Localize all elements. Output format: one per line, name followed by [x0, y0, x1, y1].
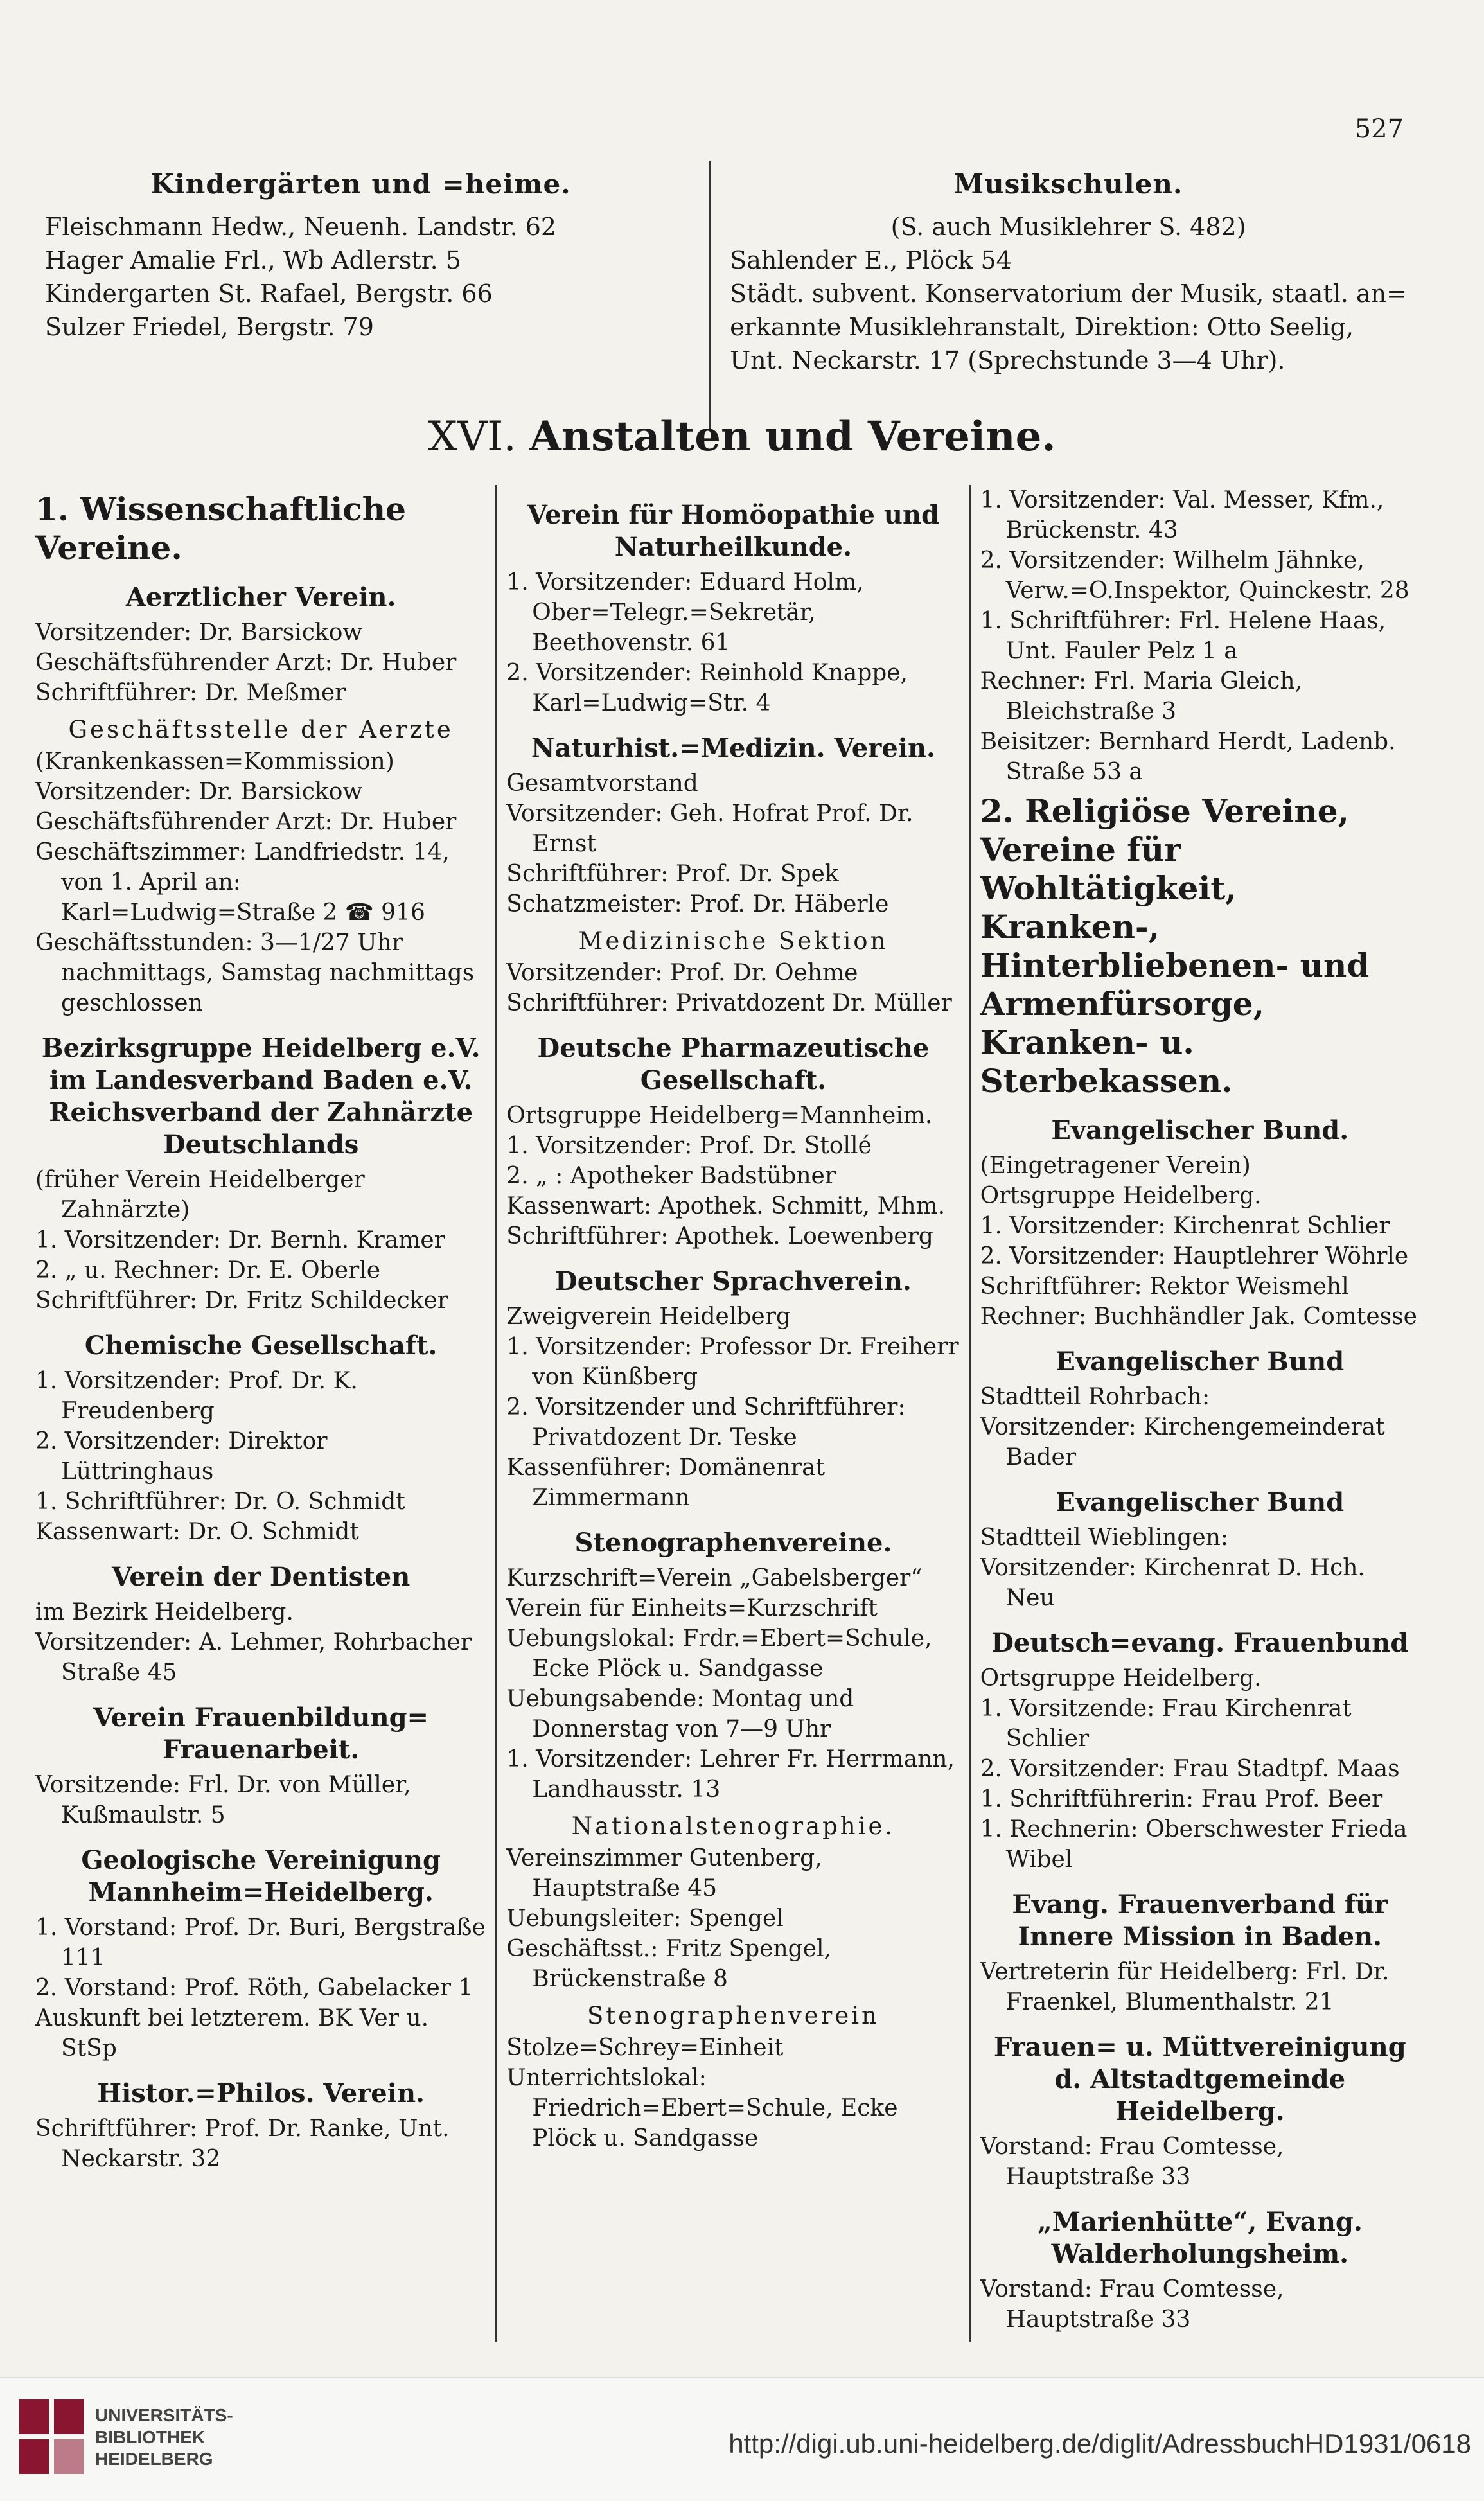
block-heading: Chemische Gesellschaft.	[84, 1330, 437, 1361]
entry-line: 1. Vorsitzender: Lehrer Fr. Herrmann, Landhausstr. 13	[506, 1746, 955, 1803]
entry-line: Ortsgruppe Heidelberg=Mannheim.	[506, 1102, 933, 1129]
block-heading: Histor.=Philos. Verein.	[97, 2078, 425, 2108]
entry-line: 2. „ : Apotheker Badstübner	[506, 1163, 836, 1189]
block-heading: Verein der Dentisten	[111, 1562, 411, 1592]
block-subheading: Nationalstenographie.	[571, 1812, 896, 1840]
entry-line: Kassenführer: Domänenrat Zimmermann	[506, 1454, 826, 1511]
section-heading: 2. Religiöse Vereine, Vereine für Wohltätigkeit, Kranken-, Hinterbliebenen- und Armenfürsorge, Kranken- u. Sterbekassen.	[980, 792, 1370, 1100]
entry-line: Vorsitzende: Frl. Dr. von Müller, Kußmaulstr. 5	[35, 1772, 411, 1828]
logo-text: UNIVERSITÄTS- BIBLIOTHEK HEIDELBERG	[95, 2405, 233, 2469]
entry-line: Schriftführer: Privatdozent Dr. Müller	[506, 990, 952, 1016]
text-line: Kindergarten St. Rafael, Bergstr. 66	[45, 279, 493, 308]
text-line: (S. auch Musiklehrer S. 482)	[890, 213, 1246, 241]
entry-line: Kurzschrift=Verein „Gabelsberger“	[506, 1565, 923, 1591]
entry-line: Vorsitzender: Geh. Hofrat Prof. Dr. Ernst	[506, 800, 914, 857]
entry-line: Unterrichtslokal: Friedrich=Ebert=Schule, Ecke Plöck u. Sandgasse	[506, 2065, 898, 2152]
entry-line: 1. Vorsitzende: Frau Kirchenrat Schlier	[980, 1695, 1352, 1752]
entry-line: 1. Schriftführer: Dr. O. Schmidt	[35, 1489, 405, 1515]
entry-line: Kassenwart: Dr. O. Schmidt	[35, 1519, 359, 1545]
entry-line: Zweigverein Heidelberg	[506, 1304, 791, 1330]
entry-line: Beisitzer: Bernhard Herdt, Ladenb. Straße 53 a	[980, 729, 1396, 785]
text-line: Hager Amalie Frl., Wb Adlerstr. 5	[45, 246, 461, 274]
entry-line: Geschäftsstunden: 3—1/27 Uhr nachmittags, Samstag nachmittags geschlossen	[35, 930, 475, 1016]
entry-line: Rechner: Buchhändler Jak. Comtesse	[980, 1304, 1417, 1330]
source-url-link[interactable]: http://digi.ub.uni-heidelberg.de/diglit/AdressbuchHD1931/0618	[729, 2428, 1471, 2459]
block-heading: Naturhist.=Medizin. Verein.	[531, 733, 935, 763]
entry-line: Uebungsleiter: Spengel	[506, 1905, 784, 1932]
entry-line: Vorstand: Frau Comtesse, Hauptstraße 33	[980, 2134, 1284, 2190]
block-heading: Deutscher Sprachverein.	[555, 1266, 912, 1296]
block-heading: Geologische Vereinigung Mannheim=Heidelberg.	[81, 1845, 441, 1907]
section-heading: 1. Wissenschaftliche Vereine.	[35, 490, 406, 567]
entry-line: (früher Verein Heidelberger Zahnärzte)	[35, 1167, 365, 1223]
entry-line: Kassenwart: Apothek. Schmitt, Mhm.	[506, 1193, 946, 1219]
page-number: 527	[1354, 114, 1404, 144]
entry-line: Vorsitzender: Dr. Barsickow	[35, 619, 363, 646]
entry-line: Geschäftsführender Arzt: Dr. Huber	[35, 650, 457, 676]
entry-line: Gesamtvorstand	[506, 770, 698, 797]
entry-line: Vorsitzender: Dr. Barsickow	[35, 779, 363, 805]
entry-line: Ortsgruppe Heidelberg.	[980, 1183, 1262, 1209]
entry-line: Geschäftsst.: Fritz Spengel, Brückenstraße 8	[506, 1936, 831, 1992]
entry-line: 1. Vorsitzender: Dr. Bernh. Kramer	[35, 1227, 445, 1253]
top-left-column	[39, 161, 709, 430]
block-heading: Deutsch=evang. Frauenbund	[991, 1628, 1409, 1658]
text-line: Sahlender E., Plöck 54	[730, 246, 1012, 274]
entry-line: 2. Vorsitzender: Wilhelm Jähnke, Verw.=O.Inspektor, Quinckestr. 28	[980, 547, 1409, 604]
entry-line: 1. Vorsitzender: Val. Messer, Kfm., Brückenstr. 43	[980, 487, 1384, 544]
block-heading: „Marienhütte“, Evang. Walderholungsheim.	[1037, 2207, 1363, 2269]
entry-line: Vereinszimmer Gutenberg, Hauptstraße 45	[506, 1845, 822, 1902]
block-heading: Aerztlicher Verein.	[125, 582, 396, 612]
block-heading: Verein Frauenbildung= Frauenarbeit.	[93, 1702, 429, 1765]
text-line: Unt. Neckarstr. 17 (Sprechstunde 3—4 Uhr).	[730, 346, 1285, 375]
entry-line: Vorsitzender: Kirchenrat D. Hch. Neu	[980, 1555, 1365, 1611]
entry-line: Uebungsabende: Montag und Donnerstag von 7—9 Uhr	[506, 1686, 854, 1742]
entry-line: 2. Vorsitzender: Reinhold Knappe, Karl=Ludwig=Str. 4	[506, 660, 908, 716]
entry-line: Schatzmeister: Prof. Dr. Häberle	[506, 891, 889, 917]
heading-musikschulen: Musikschulen.	[953, 168, 1183, 200]
block-heading: Evangelischer Bund	[1056, 1487, 1345, 1517]
block-subheading: Medizinische Sektion	[578, 927, 888, 955]
entry-line: Vorsitzender: A. Lehmer, Rohrbacher Straße 45	[35, 1629, 472, 1686]
entry-line: im Bezirk Heidelberg.	[35, 1599, 294, 1625]
entry-line: Rechner: Frl. Maria Gleich, Bleichstraße 3	[980, 668, 1303, 725]
column-1	[35, 485, 497, 2342]
entry-line: Schriftführer: Rektor Weismehl	[980, 1273, 1349, 1300]
entry-line: 2. Vorsitzender: Hauptlehrer Wöhrle	[980, 1243, 1409, 1269]
block-heading: Evangelischer Bund.	[1051, 1115, 1349, 1145]
logo-mark-icon	[19, 2399, 86, 2477]
entry-line: Schriftführer: Dr. Meßmer	[35, 680, 346, 706]
main-title-text: Anstalten und Vereine.	[529, 412, 1056, 461]
entry-line: Geschäftsführender Arzt: Dr. Huber	[35, 809, 457, 835]
entry-line: Vorsitzender: Kirchengemeinderat Bader	[980, 1414, 1385, 1471]
top-right-column	[709, 161, 1413, 430]
entry-line: Verein für Einheits=Kurzschrift	[506, 1595, 878, 1622]
entry-line: Uebungslokal: Frdr.=Ebert=Schule, Ecke Plöck u. Sandgasse	[506, 1625, 932, 1682]
block-heading: Evang. Frauenverband für Innere Mission in Baden.	[1012, 1889, 1388, 1952]
entry-line: Vertreterin für Heidelberg: Frl. Dr. Fraenkel, Blumenthalstr. 21	[980, 1959, 1390, 2015]
entry-line: 1. Vorsitzender: Prof. Dr. K. Freudenberg	[35, 1368, 358, 1424]
entry-line: 1. Schriftführer: Frl. Helene Haas, Unt. Fauler Pelz 1 a	[980, 608, 1386, 664]
entry-line: Schriftführer: Dr. Fritz Schildecker	[35, 1287, 448, 1314]
block-heading: Evangelischer Bund	[1056, 1347, 1345, 1377]
entry-line: Ortsgruppe Heidelberg.	[980, 1665, 1262, 1692]
heading-kindergarten: Kindergärten und =heime.	[150, 168, 571, 200]
entry-line: 2. Vorsitzender: Frau Stadtpf. Maas	[980, 1756, 1400, 1782]
columns	[35, 485, 1420, 2342]
text-line: erkannte Musiklehranstalt, Direktion: Otto Seelig,	[730, 313, 1354, 341]
entry-line: 1. Vorsitzender: Prof. Dr. Stollé	[506, 1133, 872, 1159]
entry-line: 2. Vorstand: Prof. Röth, Gabelacker 1	[35, 1975, 473, 2001]
entry-line: Vorstand: Frau Comtesse, Hauptstraße 33	[980, 2276, 1284, 2333]
text-line: Fleischmann Hedw., Neuenh. Landstr. 62	[45, 213, 557, 241]
entry-line: Schriftführer: Apothek. Loewenberg	[506, 1223, 933, 1250]
block-heading: Bezirksgruppe Heidelberg e.V. im Landesverband Baden e.V. Reichsverband der Zahnärzte Deutschlands	[41, 1033, 481, 1160]
entry-line: 1. Schriftführerin: Frau Prof. Beer	[980, 1786, 1383, 1812]
entry-line: 2. Vorsitzender: Direktor Lüttringhaus	[35, 1428, 328, 1485]
entry-line: 1. Vorstand: Prof. Dr. Buri, Bergstraße 111	[35, 1914, 486, 1971]
entry-line: 2. Vorsitzender und Schriftführer: Privatdozent Dr. Teske	[506, 1394, 906, 1451]
entry-line: Auskunft bei letzterem. BK Ver u. StSp	[35, 2005, 429, 2062]
entry-line: Geschäftszimmer: Landfriedstr. 14, von 1. April an: Karl=Ludwig=Straße 2 ☎ 916	[35, 839, 450, 926]
entry-line: Schriftführer: Prof. Dr. Ranke, Unt. Neckarstr. 32	[35, 2116, 450, 2172]
block-heading: Stenographenvereine.	[574, 1528, 892, 1558]
block-subheading: Geschäftsstelle der Aerzte	[68, 716, 454, 743]
block-heading: Deutsche Pharmazeutische Gesellschaft.	[537, 1033, 930, 1095]
column-3	[971, 485, 1420, 2342]
block-heading: Frauen= u. Müttvereinigung d. Altstadtgemeinde Heidelberg.	[993, 2032, 1406, 2126]
column-2	[497, 485, 971, 2342]
text-line: Sulzer Friedel, Bergstr. 79	[45, 313, 374, 341]
library-logo	[19, 2399, 233, 2477]
block-subheading: Stenographenverein	[587, 2002, 879, 2029]
entry-line: Stadtteil Rohrbach:	[980, 1384, 1210, 1410]
entry-line: (Krankenkassen=Kommission)	[35, 748, 394, 775]
entry-line: 1. Vorsitzender: Kirchenrat Schlier	[980, 1213, 1390, 1239]
entry-line: Schriftführer: Prof. Dr. Spek	[506, 861, 839, 887]
entry-line: 2. „ u. Rechner: Dr. E. Oberle	[35, 1257, 381, 1284]
entry-line: Stolze=Schrey=Einheit	[506, 2035, 784, 2061]
top-section	[39, 161, 1413, 430]
main-title	[0, 411, 1484, 463]
block-heading: Verein für Homöopathie und Naturheilkunde.	[527, 500, 939, 562]
entry-line: 1. Vorsitzender: Eduard Holm, Ober=Telegr.=Sekretär, Beethovenstr. 61	[506, 569, 864, 656]
entry-line: 1. Vorsitzender: Professor Dr. Freiherr von Künßberg	[506, 1334, 959, 1390]
entry-line: Stadtteil Wieblingen:	[980, 1524, 1229, 1551]
entry-line: (Eingetragener Verein)	[980, 1153, 1251, 1179]
entry-line: Vorsitzender: Prof. Dr. Oehme	[506, 960, 858, 986]
main-title-number: XVI.	[428, 413, 517, 461]
text-line: Städt. subvent. Konservatorium der Musik, staatl. an=	[730, 279, 1407, 308]
entry-line: 1. Rechnerin: Oberschwester Frieda Wibel	[980, 1816, 1408, 1873]
